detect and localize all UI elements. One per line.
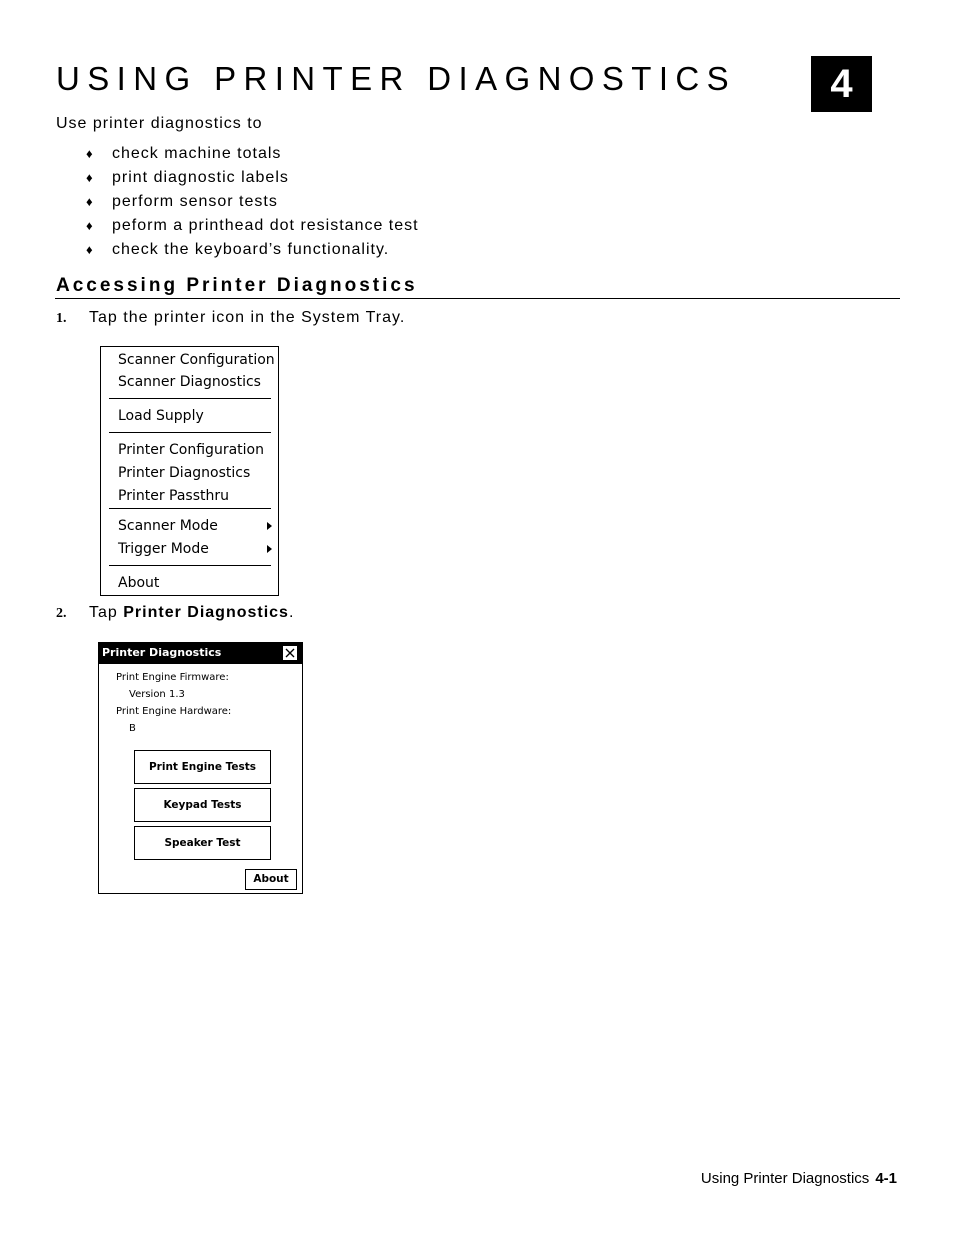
about-button[interactable]: About bbox=[245, 869, 297, 890]
speaker-test-button[interactable]: Speaker Test bbox=[134, 826, 271, 860]
submenu-arrow-icon bbox=[267, 522, 272, 530]
list-item: ♦ perform sensor tests bbox=[86, 193, 278, 210]
menu-item-printer-configuration[interactable]: Printer Configuration bbox=[118, 442, 264, 458]
menu-item-about[interactable]: About bbox=[118, 575, 160, 591]
menu-item-load-supply[interactable]: Load Supply bbox=[118, 408, 204, 424]
section-heading: Accessing Printer Diagnostics bbox=[56, 275, 418, 296]
menu-item-scanner-diagnostics[interactable]: Scanner Diagnostics bbox=[118, 374, 261, 390]
dialog-title: Printer Diagnostics bbox=[102, 646, 222, 659]
step-number: 1. bbox=[56, 311, 67, 326]
section-divider bbox=[55, 298, 900, 299]
diamond-bullet-icon: ♦ bbox=[86, 242, 94, 257]
menu-item-printer-diagnostics[interactable]: Printer Diagnostics bbox=[118, 465, 251, 481]
ui-reference: Printer Diagnostics bbox=[123, 604, 289, 621]
menu-item-scanner-mode[interactable]: Scanner Mode bbox=[118, 518, 218, 534]
diamond-bullet-icon: ♦ bbox=[86, 218, 94, 233]
feature-list bbox=[86, 144, 419, 264]
submenu-arrow-icon bbox=[267, 545, 272, 553]
diamond-bullet-icon: ♦ bbox=[86, 194, 94, 209]
footer-chapter-title: Using Printer Diagnostics bbox=[700, 1170, 870, 1187]
list-item: ♦ print diagnostic labels bbox=[86, 169, 289, 186]
intro-text: Use printer diagnostics to bbox=[56, 115, 263, 132]
list-item: ♦ peform a printhead dot resistance test bbox=[86, 217, 419, 234]
printer-context-menu bbox=[100, 346, 279, 596]
firmware-label: Print Engine Firmware: bbox=[116, 672, 229, 683]
menu-separator bbox=[109, 508, 271, 509]
list-item: ♦ check the keyboard’s functionality. bbox=[86, 241, 390, 258]
step-text: Tap Printer Diagnostics. bbox=[89, 604, 295, 621]
hardware-label: Print Engine Hardware: bbox=[116, 706, 232, 717]
chapter-number-badge: 4 bbox=[811, 56, 872, 112]
keypad-tests-button[interactable]: Keypad Tests bbox=[134, 788, 271, 822]
page-footer bbox=[701, 1169, 897, 1189]
close-icon bbox=[283, 646, 297, 660]
menu-separator bbox=[109, 432, 271, 433]
diamond-bullet-icon: ♦ bbox=[86, 170, 94, 185]
step-number: 2. bbox=[56, 606, 67, 621]
menu-item-trigger-mode[interactable]: Trigger Mode bbox=[118, 541, 209, 557]
page-title: USING PRINTER DIAGNOSTICS bbox=[56, 60, 737, 97]
list-item: ♦ check machine totals bbox=[86, 145, 282, 162]
print-engine-tests-button[interactable]: Print Engine Tests bbox=[134, 750, 271, 784]
page-number: 4-1 bbox=[875, 1170, 897, 1187]
firmware-value: Version 1.3 bbox=[129, 689, 185, 700]
printer-diagnostics-dialog bbox=[98, 642, 303, 894]
dialog-titlebar bbox=[99, 643, 302, 664]
menu-separator bbox=[109, 398, 271, 399]
menu-item-printer-passthru[interactable]: Printer Passthru bbox=[118, 488, 229, 504]
close-button[interactable] bbox=[282, 645, 298, 661]
menu-item-scanner-configuration[interactable]: Scanner Configuration bbox=[118, 352, 275, 368]
step-text: Tap the printer icon in the System Tray. bbox=[89, 309, 406, 326]
hardware-value: B bbox=[129, 723, 136, 734]
diamond-bullet-icon: ♦ bbox=[86, 146, 94, 161]
menu-separator bbox=[109, 565, 271, 566]
